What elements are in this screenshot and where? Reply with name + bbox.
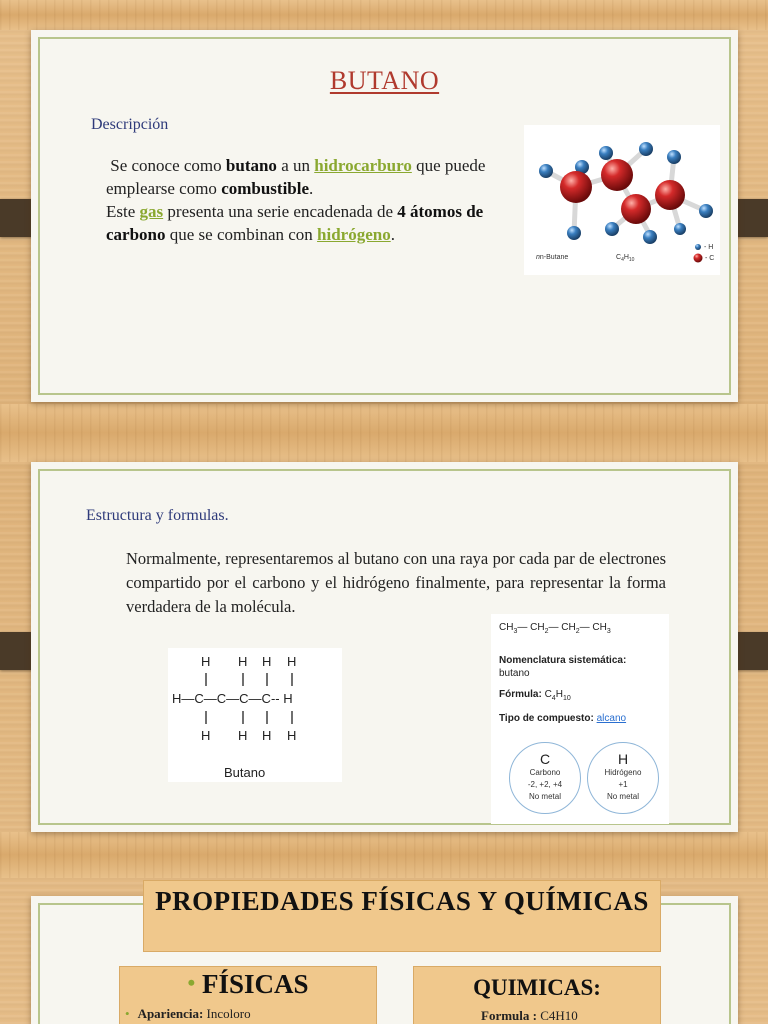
legend-carbon-dot — [694, 254, 703, 263]
legend-hydrogen-label: - H — [704, 244, 714, 251]
nomenclature-row: Nomenclatura sistemática: butano — [499, 655, 627, 679]
compound-type-row: Tipo de compuesto: alcano — [499, 713, 627, 724]
hidrogeno-link[interactable]: hidrógeno — [317, 225, 391, 244]
structure-caption: Butano — [224, 765, 266, 780]
gas-link[interactable]: gas — [139, 202, 164, 221]
structure-text: Normalmente, representaremos al butano con una raya por cada par de electrones compartido por el carbono y el hidrógeno finalmente, para representar la forma verdadera de la molécula. — [126, 549, 666, 616]
wood-background-top — [0, 0, 768, 30]
legend-hydrogen-dot — [695, 244, 701, 250]
element-card-carbon[interactable]: C Carbono -2, +2, +4 No metal — [509, 742, 581, 814]
properties-banner: PROPIEDADES FÍSICAS Y QUÍMICAS — [143, 880, 661, 952]
svg-text:H: H — [238, 728, 248, 743]
carbon-chain-row: H—C—C—C—C-- H — [172, 691, 293, 706]
svg-text:H: H — [287, 654, 297, 669]
wood-background-lower — [0, 832, 768, 878]
structure-label: Estructura y formulas. — [86, 507, 229, 524]
svg-text:H: H — [262, 654, 272, 669]
structural-formula-diagram — [168, 648, 342, 782]
butane-structural-formula — [168, 648, 342, 782]
alcano-link[interactable]: alcano — [596, 713, 627, 724]
slide-estructura-formulas — [31, 462, 738, 832]
molecule-formula-caption: $C_4H_{10}$ — [616, 254, 635, 263]
quimicas-title: QUIMICAS: — [473, 975, 601, 1000]
slide-butano-description — [31, 30, 738, 402]
ball-and-stick-model — [524, 125, 720, 275]
svg-text:H: H — [201, 654, 211, 669]
butane-info-card — [491, 614, 669, 824]
wood-background-middle — [0, 404, 768, 462]
description-label: Descripción — [91, 116, 169, 133]
fisicas-item: • Apariencia: Incoloro — [125, 1006, 251, 1021]
svg-text:H: H — [287, 728, 297, 743]
description-text: Se conoce como butano a un hidrocarburo que puede emplearse como combustible. Este gas presenta una serie encadenada de 4 átomos de carbono que se combinan con hidrógeno. — [106, 156, 486, 244]
slide-propiedades — [31, 886, 738, 1024]
legend-carbon-label: - C — [705, 255, 715, 262]
fisicas-title: • FÍSICAS — [187, 969, 309, 999]
condensed-formula: $CH_3—$ $CH_2—$ $CH_2—$ $CH_3$ — [499, 622, 611, 635]
element-card-hydrogen[interactable]: H Hidrógeno +1 No metal — [587, 742, 659, 814]
formula-row: Fórmula: $C_4H_{10}$ — [499, 689, 571, 702]
svg-text:H: H — [201, 728, 211, 743]
molecule-name-caption: nn-Butane — [536, 254, 569, 261]
svg-text:H: H — [262, 728, 272, 743]
butane-molecule-image — [524, 125, 720, 275]
svg-text:H: H — [238, 654, 248, 669]
quimicas-item: Formula : C4H10 — [481, 1008, 578, 1023]
hidrocarburo-link[interactable]: hidrocarburo — [314, 156, 412, 175]
slide-title: BUTANO — [329, 66, 440, 95]
